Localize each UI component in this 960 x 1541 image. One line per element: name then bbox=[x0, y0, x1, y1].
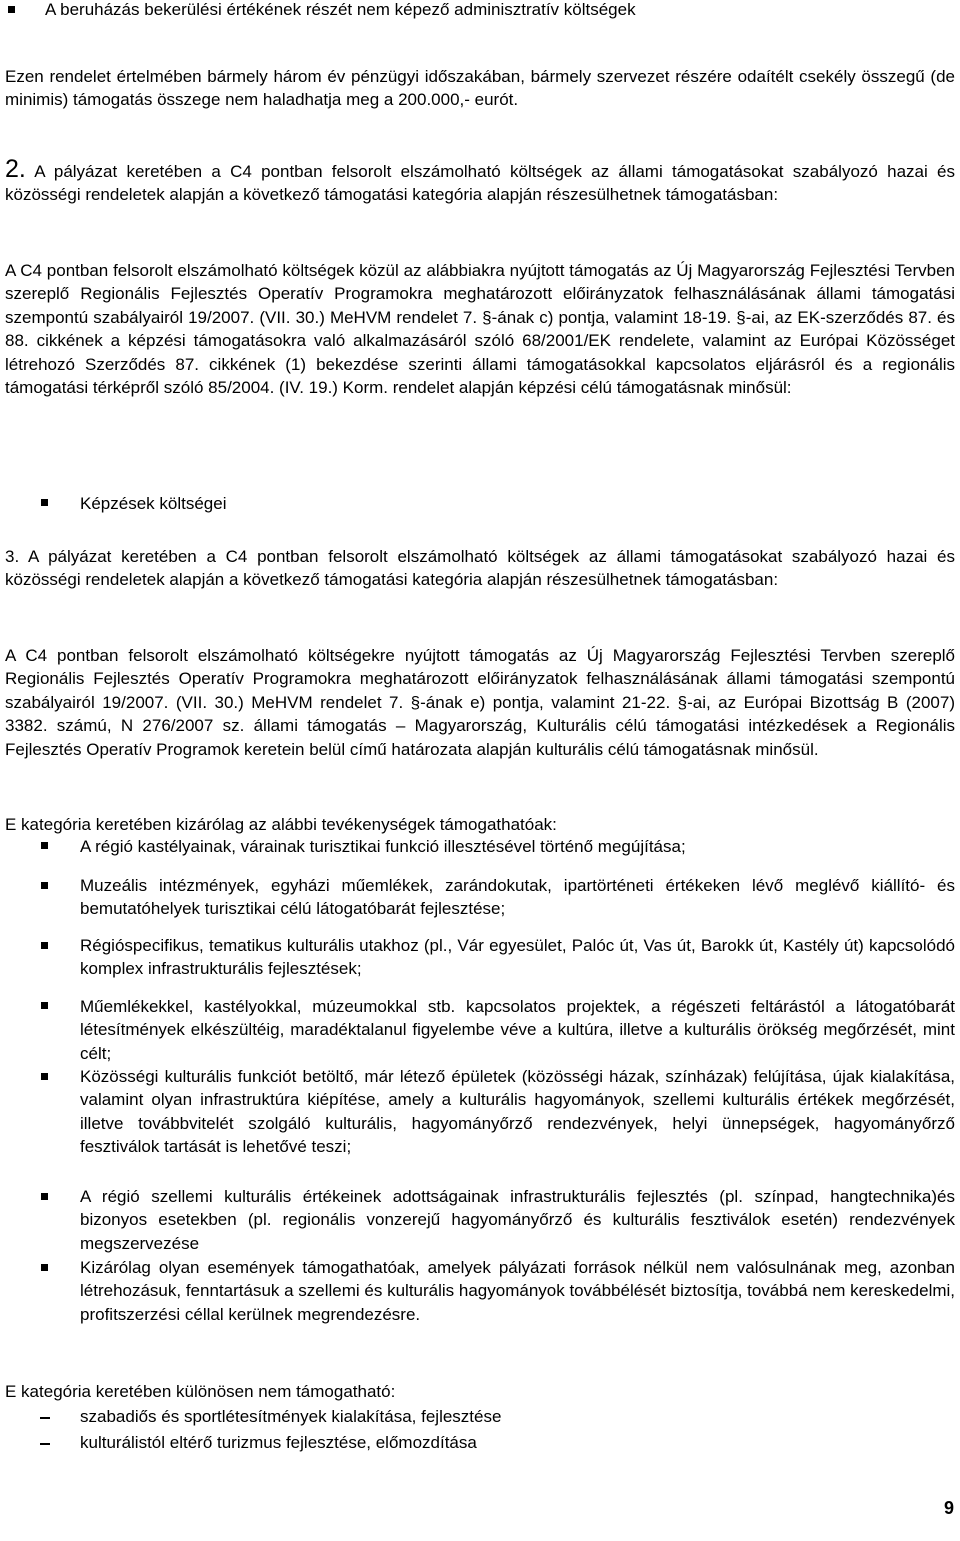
section-2-intro bbox=[5, 155, 955, 207]
top-bullet-text: A beruházás bekerülési értékének részét nem képező adminisztratív költségek bbox=[45, 0, 636, 19]
supported-item: A régió szellemi kulturális értékeinek adottságainak infrastrukturális fejlesztés (pl. színpad, hangtechnika)és bizonyos esetekben (pl. regionális vonzerejű hagyományőrző és kulturális fesztiválok esetén) rendezvények megszervezése bbox=[80, 1187, 955, 1253]
bullet-icon bbox=[41, 499, 48, 506]
supported-item: Műemlékekkel, kastélyokkal, múzeumokkal stb. kapcsolatos projektek, a régészeti feltárástól a látogatóbarát létesítmények elkészültéig, maradéktalanul figyelembe véve a kultúra, illetve a kulturális örökség megőrzését, mint célt; bbox=[80, 997, 955, 1063]
supported-item: Közösségi kulturális funkciót betöltő, már létező épületek (közösségi házak, színházak) felújítása, újak kialakítása, valamint olyan infrastruktúra kiépítése, amely a kulturális hagyományok, szellemi kulturális értékek megőrzését, illetve továbbvitelét szolgáló kulturális, hagyományőrző rendezvények, helyi ünnepségek, hagyományőrző fesztiválok tartását is lehetővé teszi; bbox=[80, 1067, 955, 1157]
minimis-paragraph: Ezen rendelet értelmében bármely három év pénzügyi időszakában, bármely szervezet részére odaítélt csekély összegű (de minimis) támogatás összege nem haladhatja meg a 200.000,- eurót. bbox=[5, 67, 955, 110]
supported-heading: E kategória keretében kizárólag az alábbi tevékenységek támogathatóak: bbox=[5, 815, 557, 834]
section-3-body: A C4 pontban felsorolt elszámolható költségekre nyújtott támogatás az Új Magyarország Fejlesztési Tervben szereplő Regionális Fejlesztés Operatív Programokra meghatározott előirányzatok felhasználásának állami támogatási szempontú szabályairól 19/2007. (VII. 30.) MeHVM rendelet 7. §-ának e) pontja, valamint 21-22. §-ai, az Európai Bizottság B (2007) 3382. számú, N 276/2007 sz. állami támogatás – Magyarország, Kulturális célú támogatási intézkedések a Regionális Fejlesztés Operatív Programok keretein belül című határozata alapján kulturális célú támogatásnak minősül. bbox=[5, 646, 955, 759]
supported-item: Kizárólag olyan események támogathatóak, amelyek pályázati források nélkül nem valósulnának meg, azonban létrehozásuk, fenntartásuk a szellemi és kulturális hagyományok továbbélését biztosítja, továbbá nem kereskedelmi, profitszerzési céllal kerülnek megrendezésre. bbox=[80, 1258, 956, 1324]
bullet-icon bbox=[41, 882, 48, 889]
section-2-intro-text: A pályázat keretében a C4 pontban felsorolt elszámolható költségek az állami támogatásokat szabályozó hazai és közösségi rendeletek alapján a következő támogatási kategória alapján részesülhetnek támogatásban: bbox=[5, 162, 955, 205]
supported-item: A régió kastélyainak, várainak turisztikai funkció illesztésével történő megújítása; bbox=[80, 837, 686, 856]
section-2-body: A C4 pontban felsorolt elszámolható költségek közül az alábbiakra nyújtott támogatás az Új Magyarország Fejlesztési Tervben szereplő Regionális Fejlesztés Operatív Programokra meghatározott előirányzatok felhasználásának állami támogatási szempontú szabályairól 19/2007. (VII. 30.) MeHVM rendelet 7. §-ának c) pontja, valamint 18-19. §-ai, az EK-szerződés 87. és 88. cikkének a képzési támogatásokra való alkalmazásáról szóló 68/2001/EK rendelete, valamint az Európai Közösséget létrehozó Szerződés 87. cikkének (1) bekezdése szerinti állami támogatásokkal kapcsolatos eljárásról és a regionális támogatási térképről szóló 85/2004. (IV. 19.) Korm. rendelet alapján képzési célú támogatásnak minősül: bbox=[5, 261, 955, 398]
excluded-item: szabadiős és sportlétesítmények kialakítása, fejlesztése bbox=[80, 1407, 502, 1426]
bullet-icon bbox=[41, 842, 48, 849]
section-2-bullet: Képzések költségei bbox=[80, 494, 227, 513]
page-number: 9 bbox=[943, 1498, 954, 1518]
bullet-icon bbox=[41, 1002, 48, 1009]
section-2-number: 2. bbox=[5, 155, 26, 183]
excluded-item: kulturálistól eltérő turizmus fejlesztése, előmozdítása bbox=[80, 1433, 477, 1452]
excluded-heading: E kategória keretében különösen nem támogatható: bbox=[5, 1382, 396, 1401]
bullet-icon bbox=[41, 1073, 48, 1080]
section-3-intro: 3. A pályázat keretében a C4 pontban felsorolt elszámolható költségek az állami támogatásokat szabályozó hazai és közösségi rendeletek alapján a következő támogatási kategória alapján részesülhetnek támogatásban: bbox=[5, 547, 955, 590]
dash-icon bbox=[40, 1417, 50, 1419]
bullet-icon bbox=[8, 6, 15, 13]
supported-item: Régióspecifikus, tematikus kulturális utakhoz (pl., Vár egyesület, Palóc út, Vas út, Barokk út, Kastély út) kapcsolódó komplex infrastrukturális fejlesztések; bbox=[80, 936, 955, 979]
dash-icon bbox=[40, 1443, 50, 1445]
bullet-icon bbox=[41, 1193, 48, 1200]
supported-item: Muzeális intézmények, egyházi műemlékek, zarándokutak, ipartörténeti értékeken lévő meglévő kiállító- és bemutatóhelyek turisztikai célú látogatóbarát fejlesztése; bbox=[80, 876, 955, 919]
bullet-icon bbox=[41, 1264, 48, 1271]
bullet-icon bbox=[41, 942, 48, 949]
